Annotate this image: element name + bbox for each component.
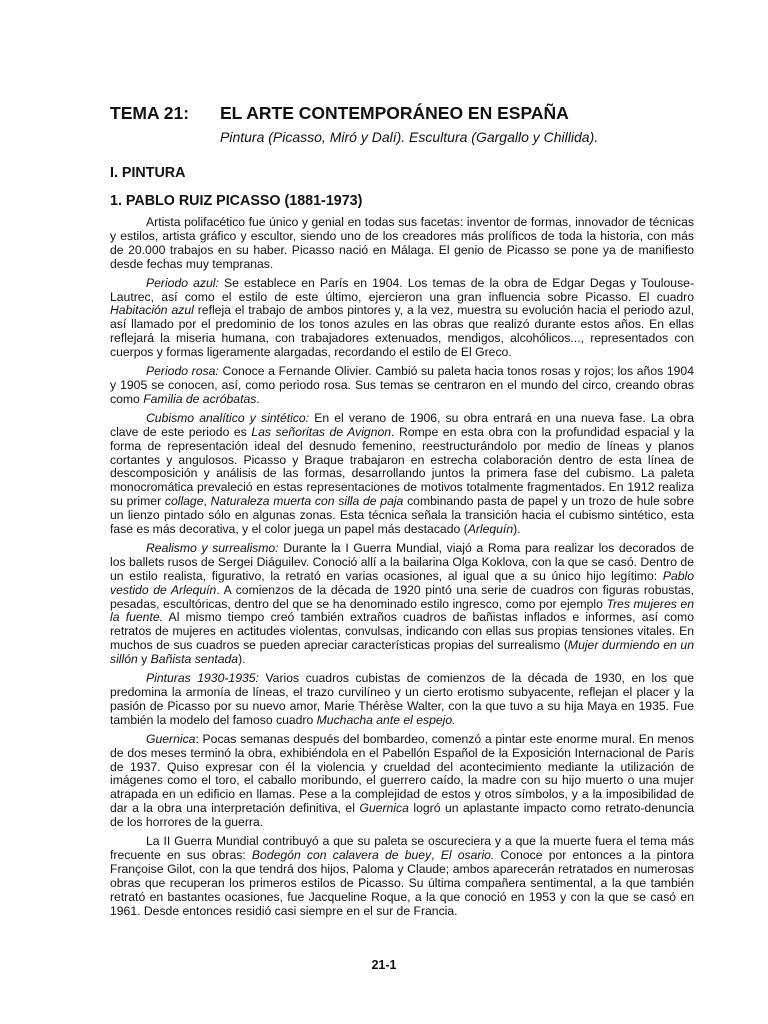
text-run: Conoce a Fernande Olivier. Cambió su paleta hacia tonos rosas y rojos; los años 1904 y 1905 se conocen, así, como periodo rosa. Sus temas se centraron en el mundo del circo, creando obras como xyxy=(110,364,694,406)
text-run: En el verano de 1906, su obra entrará en una nueva fase. La obra clave de este periodo es xyxy=(110,410,694,439)
italic-run: Guernica xyxy=(146,731,196,746)
text-run: Artista polifacético fue único y genial en todas sus facetas: inventor de formas, innovador de técnicas y estilos, artista gráfico y escultor, siendo uno de los creadores más prolíficos de toda la historia, con más de 20.000 trabajos en su haber. Picasso nació en Málaga. El genio de Picasso se pone ya de manifiesto desde fechas muy tempranas. xyxy=(110,215,694,271)
text-run: Se establece en París en 1904. Los temas de la obra de Edgar Degas y Toulouse-Lautrec, así como el estilo de este último, ejercieron una gran influencia sobre Picasso. El cuadro xyxy=(110,275,694,304)
paragraph xyxy=(110,365,694,407)
text-run: , xyxy=(203,494,211,509)
paragraph xyxy=(110,216,694,272)
subsection-title: 1. PABLO RUIZ PICASSO (1881-1973) xyxy=(110,193,363,209)
text-run: . xyxy=(256,391,260,406)
italic-run: collage xyxy=(164,494,204,509)
italic-run: Mujer durmiendo en un sillón xyxy=(110,638,694,667)
italic-run: Muchacha ante el espejo. xyxy=(316,712,456,727)
tema-number: TEMA 21: xyxy=(110,103,190,123)
paragraph xyxy=(110,542,694,667)
italic-run: Periodo rosa: xyxy=(146,364,219,379)
document-subtitle: Pintura (Picasso, Miró y Dalí). Escultura (Gargallo y Chillida). xyxy=(220,129,599,145)
paragraph xyxy=(110,277,694,360)
italic-run: Las señoritas de Avignon xyxy=(251,424,392,439)
italic-run: Periodo azul: xyxy=(146,275,219,290)
text-run: . Rompe en esta obra con la profundidad espacial y la forma de representación ideal del desnudo femenino, reestructurándolo por medio de líneas y planos cortantes y angulosos. Picasso y Braque trabajaron en estrecha colaboración dentro de esta línea de descomposición y análisis de las formas, desarrollando juntos la primera fase del cubismo. La paleta monocromática prevaleció en estas representaciones de motivos totalmente fragmentados. En 1912 realiza su primer xyxy=(110,424,694,509)
paragraph xyxy=(110,412,694,537)
text-run: refleja el trabajo de ambos pintores y, a la vez, muestra su evolución hacia el periodo azul, así llamado por el predominio de los tonos azules en las obras que realizó durante estos años. En ellas reflejará la miseria humana, con trabajadores extenuados, mendigos, alcohólicos..., representados con cuerpos y formas ligeramente alargadas, recordando el estilo de El Greco. xyxy=(110,303,694,360)
italic-run: Tres mujeres en la fuente. xyxy=(110,596,694,625)
italic-run: Habitación azul xyxy=(110,303,194,318)
italic-run: Realismo y surrealismo: xyxy=(146,540,279,555)
document-page xyxy=(110,102,694,924)
text-run: ). xyxy=(513,522,521,537)
italic-run: Naturaleza muerta con silla de paja xyxy=(210,494,404,509)
text-run: . A comienzos de la década de 1920 pintó una serie de cuadros con figuras robustas, pesadas, escultóricas, dentro del que se ha denominado estilo ingresco, como por ejemplo xyxy=(110,582,694,611)
body-text xyxy=(110,216,694,919)
page-number: 21-1 xyxy=(371,958,397,972)
text-run: Varios cuadros cubistas de comienzos de la década de 1930, en los que predomina la armonía de líneas, el trazo curvilíneo y un cierto erotismo subyacente, reflejan el placer y la pasión de Picasso por su nuevo amor, Marie Thérèse Walter, con la que tuvo a su hija Maya en 1935. Fue también la modelo del famoso cuadro xyxy=(110,671,694,727)
text-run: : Pocas semanas después del bombardeo, comenzó a pintar este enorme mural. En menos de dos meses terminó la obra, exhibiéndola en el Pabellón Español de la Exposición Internacional de París de 1937. Quiso expresar con él la violencia y crueldad del acontecimiento mediante la utilización de imágenes como el toro, el caballo moribundo, el guerrero caído, la madre con su hijo muerto o una mujer atrapada en un edificio en llamas. Pese a la complejidad de estos y otros símbolos, y a la imposibilidad de dar a la obra una interpretación definitiva, el xyxy=(110,731,694,816)
document-header xyxy=(110,102,694,124)
text-run: ). xyxy=(238,652,246,667)
text-run: Conoce por entonces a la pintora Françoise Gilot, con la que tendrá dos hijos, Paloma y Claude; ambos aparecerán retratados en numerosas obras que recuperan los primeros estilos de Picasso. Su última compañera sentimental, a la que también retrató en bastantes ocasiones, fue Jacqueline Roque, a la que conoció en 1953 y con la que se casó en 1961. Desde entonces residió casi siempre en el sur de Francia. xyxy=(110,847,695,918)
text-run: logró un aplastante impacto como retrato-denuncia de los horrores de la guerra. xyxy=(110,801,694,830)
italic-run: El osario. xyxy=(440,847,495,862)
italic-run: Cubismo analítico y sintético: xyxy=(146,410,310,425)
paragraph xyxy=(110,835,694,918)
italic-run: Guernica xyxy=(359,801,409,816)
document-title: EL ARTE CONTEMPORÁNEO EN ESPAÑA xyxy=(220,103,569,123)
italic-run: Bodegón con calavera de buey xyxy=(251,847,432,862)
italic-run: Bañista sentada xyxy=(150,652,239,667)
italic-run: Familia de acróbatas xyxy=(143,391,257,406)
text-run: Al mismo tiempo creó también extraños cuadros de bañistas inflados e informes, así como retratos de mujeres en actitudes violentas, convulsas, indicando con ellas sus propias tensiones vitales. En muchos de sus cuadros se pueden apreciar características propias del surrealismo ( xyxy=(110,610,694,653)
text-run: Durante la I Guerra Mundial, viajó a Roma para realizar los decorados de los ballets rusos de Sergei Diáguilev. Conoció allí a la bailarina Olga Koklova, con la que se casó. Dentro de un estilo realista, figurativo, la retrató en varias ocasiones, al igual que a su único hijo legítimo: xyxy=(110,540,694,583)
paragraph xyxy=(110,733,694,830)
italic-run: Pinturas 1930-1935: xyxy=(146,671,259,686)
paragraph xyxy=(110,672,694,728)
section-title: I. PINTURA xyxy=(110,165,186,181)
text-run: y xyxy=(137,652,151,667)
text-run: combinando pasta de papel y un trozo de hule sobre un lienzo pintado sólo en algunas zonas. Esta técnica señala la transición hacia el cubismo sintético, esta fase es más decorativa, y el color juega un papel más destacado ( xyxy=(110,494,695,537)
text-run: , xyxy=(431,847,441,862)
text-run: La II Guerra Mundial contribuyó a que su paleta se oscureciera y a que la muerte fuera el tema más frecuente en sus obras: xyxy=(110,834,694,862)
italic-run: Pablo vestido de Arlequín xyxy=(110,568,694,597)
italic-run: Arlequín xyxy=(467,522,514,537)
